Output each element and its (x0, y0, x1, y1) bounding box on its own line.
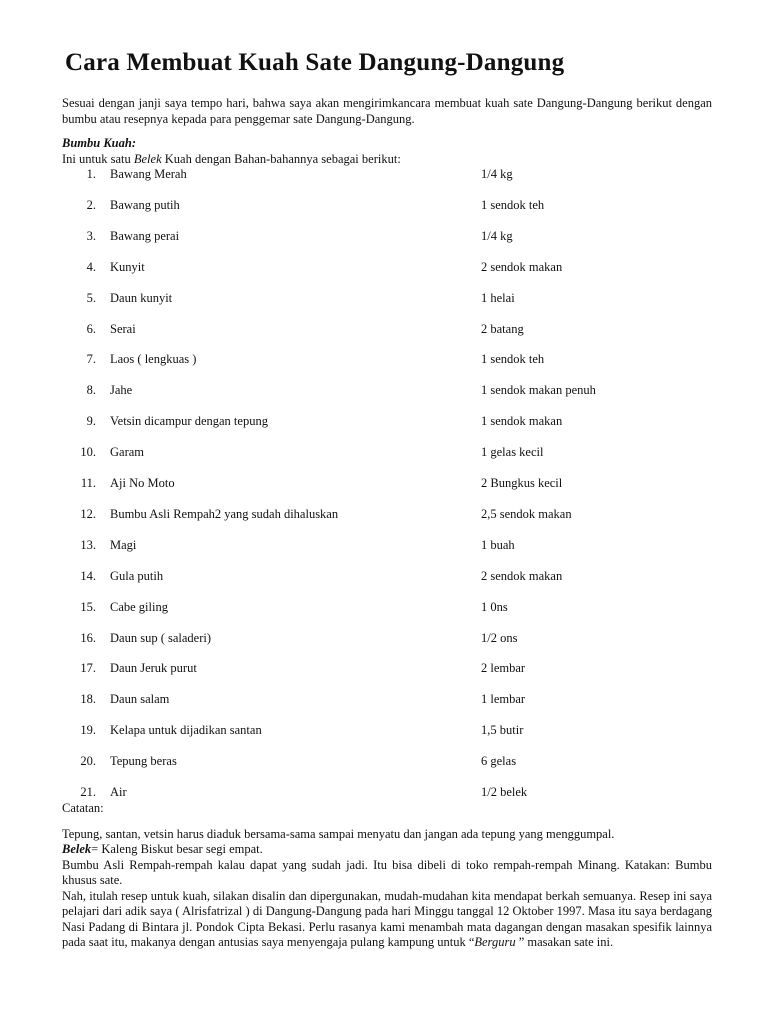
ingredient-row (0, 537, 768, 553)
note-bumbu-asli: Bumbu Asli Rempah-rempah kalau dapat yang sudah jadi. Itu bisa dibeli di toko rempah-rempah Minang. Katakan: Bumbu khusus sate. (62, 857, 712, 887)
ingredient-row (0, 784, 768, 800)
ingredient-quantity: 1/2 belek (481, 785, 528, 799)
ingredient-name: Tepung beras (110, 754, 177, 769)
ingredient-quantity: 1/4 kg (481, 167, 513, 181)
ingredient-number: 6. (86, 321, 96, 336)
ingredient-name: Serai (110, 321, 136, 336)
ingredient-name: Kelapa untuk dijadikan santan (110, 723, 262, 738)
ingredient-number: 4. (86, 259, 96, 274)
ingredient-name: Daun kunyit (110, 290, 173, 305)
ingredient-name: Kunyit (110, 259, 145, 274)
ingredient-quantity: 1/4 kg (481, 228, 513, 243)
ingredient-row (0, 259, 768, 275)
ingredient-row (0, 197, 768, 213)
ingredient-quantity: 1,5 butir (481, 723, 524, 738)
ingredient-quantity: 1 sendok makan (481, 414, 563, 429)
intro-paragraph: Sesuai dengan janji saya tempo hari, bahwa saya akan mengirimkancara membuat kuah sate Dangung-Dangung berikut dengan bumbu atau resepnya kepada para penggemar sate Dangung-Dangung. (62, 96, 712, 126)
ingredient-quantity: 1 lembar (481, 692, 526, 707)
ingredient-row (0, 475, 768, 491)
ingredient-number: 13. (80, 537, 96, 552)
note-belek-term: Belek (62, 842, 92, 856)
bumbu-heading: Bumbu Kuah: (62, 136, 136, 150)
ingredient-quantity: 2 lembar (481, 661, 526, 676)
ingredient-number: 7. (86, 352, 96, 367)
ingredient-row (0, 413, 768, 429)
ingredient-number: 15. (80, 599, 96, 614)
ingredient-number: 19. (80, 723, 96, 738)
ingredient-row (0, 166, 768, 182)
ingredient-number: 18. (80, 692, 96, 707)
ingredient-number: 21. (80, 785, 96, 799)
ingredient-number: 10. (80, 445, 96, 460)
ingredient-row (0, 444, 768, 460)
ingredient-name: Bawang putih (110, 197, 180, 212)
ingredient-name: Vetsin dicampur dengan tepung (110, 414, 268, 429)
ingredient-row (0, 630, 768, 646)
note-closing-term: Berguru (474, 935, 516, 949)
ingredient-number: 12. (80, 506, 96, 521)
note-belek (62, 842, 712, 858)
ingredient-number: 1. (86, 167, 96, 181)
ingredient-row (0, 351, 768, 367)
ingredient-row (0, 290, 768, 306)
notes-heading: Catatan: (62, 801, 104, 815)
ingredient-name: Gula putih (110, 568, 164, 583)
ingredient-number: 8. (86, 383, 96, 398)
ingredient-row (0, 228, 768, 244)
ingredient-number: 5. (86, 290, 96, 305)
note-closing-after: ” masakan sate ini. (515, 935, 614, 949)
ingredient-row (0, 753, 768, 769)
ingredient-quantity: 1 helai (481, 290, 515, 305)
ingredient-number: 16. (80, 630, 96, 645)
ingredient-name: Aji No Moto (110, 476, 175, 490)
ingredient-quantity: 2 sendok makan (481, 568, 563, 583)
ingredient-quantity: 1 gelas kecil (481, 445, 544, 460)
ingredient-quantity: 2 sendok makan (481, 259, 563, 274)
ingredient-number: 11. (80, 476, 96, 490)
lead-suffix: Kuah dengan Bahan-bahannya sebagai berikut: (161, 152, 401, 166)
ingredient-name: Jahe (110, 383, 133, 398)
ingredient-row (0, 722, 768, 738)
ingredient-row (0, 599, 768, 615)
ingredient-number: 3. (86, 228, 96, 243)
ingredient-row (0, 506, 768, 522)
ingredient-quantity: 1 sendok makan penuh (481, 383, 596, 398)
notes-section (62, 801, 712, 951)
page-title: Cara Membuat Kuah Sate Dangung-Dangung (65, 49, 565, 76)
ingredient-name: Daun Jeruk purut (110, 661, 197, 676)
ingredient-quantity: 1 buah (481, 537, 515, 552)
ingredient-quantity: 2 batang (481, 321, 524, 336)
ingredient-number: 2. (86, 197, 96, 212)
ingredient-quantity: 6 gelas (481, 754, 517, 769)
ingredient-quantity: 1 sendok teh (481, 352, 545, 367)
ingredient-row (0, 568, 768, 584)
ingredient-quantity: 2 Bungkus kecil (481, 476, 563, 490)
lead-term: Belek (133, 152, 162, 166)
lead-prefix: Ini untuk satu (62, 152, 134, 166)
ingredient-row (0, 691, 768, 707)
note-closing (62, 889, 712, 951)
ingredient-row (0, 660, 768, 676)
note-belek-definition: = Kaleng Biskut besar segi empat. (91, 842, 263, 856)
ingredient-name: Bawang perai (110, 228, 180, 243)
ingredient-number: 14. (80, 568, 96, 583)
ingredient-quantity: 1 0ns (481, 599, 508, 614)
ingredient-name: Bumbu Asli Rempah2 yang sudah dihaluskan (110, 506, 339, 521)
ingredient-name: Laos ( lengkuas ) (110, 352, 197, 367)
ingredient-row (0, 382, 768, 398)
ingredient-number: 17. (80, 661, 96, 676)
ingredient-name: Bawang Merah (110, 167, 187, 181)
ingredient-name: Daun sup ( saladeri) (110, 630, 212, 645)
ingredient-quantity: 1 sendok teh (481, 197, 545, 212)
ingredient-name: Daun salam (110, 692, 170, 707)
ingredient-row (0, 321, 768, 337)
ingredient-number: 9. (86, 414, 96, 429)
note-closing-before: Nah, itulah resep untuk kuah, silakan disalin dan dipergunakan, mudah-mudahan kita mendapat berkah semuanya. Resep ini saya pelajari dari adik saya ( Alrisfatrizal ) di Dangung-Dangung pada hari Minggu tanggal 12 Oktober 1997. Masa itu saya berdagang Nasi Padang di Bintara jl. Pondok Cipta Bekasi. Perlu rasanya kami menambah mata dagangan dengan masakan spesifik lainnya pada saat itu, makanya dengan antusias saya menyengaja pulang kampung untuk “ (62, 888, 712, 949)
ingredient-name: Garam (110, 445, 145, 460)
ingredient-name: Air (110, 785, 127, 799)
ingredient-name: Cabe giling (110, 599, 168, 614)
ingredient-quantity: 2,5 sendok makan (481, 506, 572, 521)
note-tepung: Tepung, santan, vetsin harus diaduk bersama-sama sampai menyatu dan jangan ada tepung yang menggumpal. (62, 826, 615, 841)
ingredient-name: Magi (110, 537, 137, 552)
ingredient-number: 20. (80, 754, 96, 769)
ingredient-quantity: 1/2 ons (481, 630, 518, 645)
